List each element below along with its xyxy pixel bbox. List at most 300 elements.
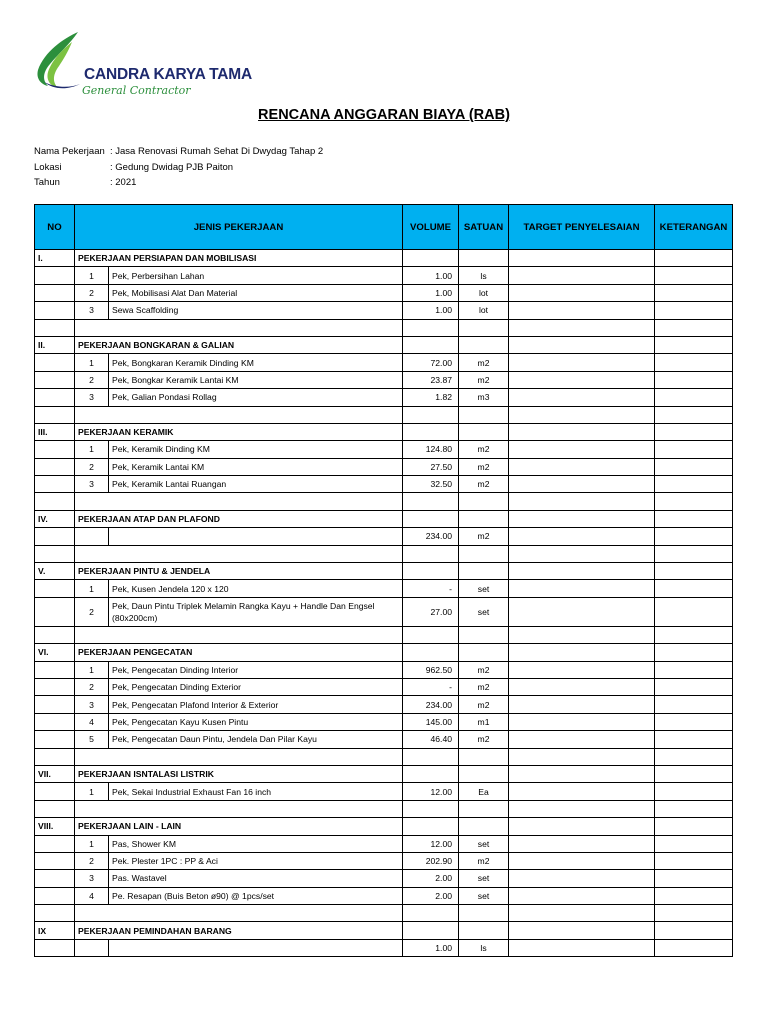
item-volume: 12.00 (403, 835, 459, 852)
spacer-cell (459, 800, 509, 817)
item-note (655, 939, 733, 956)
row-section-cell (35, 678, 75, 695)
spacer-cell (403, 626, 459, 643)
row-section-cell (35, 458, 75, 475)
spacer-cell (459, 493, 509, 510)
section-note (655, 250, 733, 267)
section-number: II. (35, 336, 75, 353)
table-row (35, 441, 733, 458)
meta-value: : Jasa Renovasi Rumah Sehat Di Dwydag Tahap 2 (110, 146, 324, 157)
item-name: Pek, Mobilisasi Alat Dan Material (109, 284, 403, 301)
section-target (509, 563, 655, 580)
section-note (655, 423, 733, 440)
spacer-row (35, 319, 733, 336)
table-row (35, 939, 733, 956)
item-target (509, 354, 655, 371)
section-number: VII. (35, 765, 75, 782)
meta-row-location (34, 160, 323, 176)
table-row (35, 302, 733, 319)
spacer-cell (35, 545, 75, 562)
section-target (509, 922, 655, 939)
column-header-item: JENIS PEKERJAAN (75, 205, 403, 250)
item-unit: m2 (459, 354, 509, 371)
item-name (109, 528, 403, 545)
item-target (509, 887, 655, 904)
section-unit (459, 250, 509, 267)
item-number: 4 (75, 887, 109, 904)
item-target (509, 731, 655, 748)
item-number: 1 (75, 580, 109, 597)
table-row (35, 389, 733, 406)
table-row (35, 284, 733, 301)
table-row (35, 713, 733, 730)
section-note (655, 765, 733, 782)
item-volume: 27.50 (403, 458, 459, 475)
table-row (35, 354, 733, 371)
section-unit (459, 644, 509, 661)
item-target (509, 678, 655, 695)
item-volume: 2.00 (403, 870, 459, 887)
item-name: Pek, Kusen Jendela 120 x 120 (109, 580, 403, 597)
section-number: VIII. (35, 818, 75, 835)
item-target (509, 835, 655, 852)
table-row (35, 835, 733, 852)
spacer-cell (75, 319, 403, 336)
section-note (655, 922, 733, 939)
item-name: Pek, Sekai Industrial Exhaust Fan 16 inch (109, 783, 403, 800)
row-section-cell (35, 371, 75, 388)
spacer-cell (459, 406, 509, 423)
item-note (655, 267, 733, 284)
section-unit (459, 818, 509, 835)
spacer-cell (403, 905, 459, 922)
item-number: 3 (75, 696, 109, 713)
item-name: Pek, Keramik Dinding KM (109, 441, 403, 458)
item-target (509, 852, 655, 869)
item-number: 2 (75, 284, 109, 301)
item-volume: 1.82 (403, 389, 459, 406)
spacer-cell (35, 319, 75, 336)
item-name: Pek, Bongkaran Keramik Dinding KM (109, 354, 403, 371)
section-row (35, 336, 733, 353)
item-unit: m1 (459, 713, 509, 730)
section-title: PEKERJAAN PERSIAPAN DAN MOBILISASI (75, 250, 403, 267)
table-row (35, 661, 733, 678)
item-volume: 46.40 (403, 731, 459, 748)
item-number: 3 (75, 302, 109, 319)
item-name: Pek, Pengecatan Plafond Interior & Exterior (109, 696, 403, 713)
section-note (655, 510, 733, 527)
item-note (655, 731, 733, 748)
item-note (655, 354, 733, 371)
item-number: 4 (75, 713, 109, 730)
item-volume: 1.00 (403, 284, 459, 301)
row-section-cell (35, 696, 75, 713)
item-volume: 234.00 (403, 528, 459, 545)
item-note (655, 597, 733, 626)
item-volume: 202.90 (403, 852, 459, 869)
item-note (655, 441, 733, 458)
column-header-no: NO (35, 205, 75, 250)
row-section-cell (35, 267, 75, 284)
item-note (655, 528, 733, 545)
table-header-row (35, 205, 733, 250)
meta-row-year (34, 175, 323, 191)
meta-row-project (34, 144, 323, 160)
row-section-cell (35, 476, 75, 493)
item-note (655, 852, 733, 869)
item-unit: set (459, 835, 509, 852)
item-number: 1 (75, 783, 109, 800)
section-number: IX (35, 922, 75, 939)
item-name: Sewa Scaffolding (109, 302, 403, 319)
section-row (35, 510, 733, 527)
spacer-cell (35, 626, 75, 643)
section-unit (459, 563, 509, 580)
spacer-cell (655, 748, 733, 765)
item-note (655, 284, 733, 301)
item-target (509, 284, 655, 301)
spacer-cell (509, 406, 655, 423)
item-unit: m2 (459, 441, 509, 458)
spacer-cell (403, 319, 459, 336)
item-unit: m2 (459, 661, 509, 678)
row-section-cell (35, 528, 75, 545)
company-tagline: General Contractor (82, 84, 191, 97)
item-number (75, 528, 109, 545)
spacer-row (35, 800, 733, 817)
spacer-cell (403, 493, 459, 510)
item-unit: m2 (459, 528, 509, 545)
section-note (655, 563, 733, 580)
item-number: 3 (75, 870, 109, 887)
item-name: Pek, Perbersihan Lahan (109, 267, 403, 284)
item-note (655, 661, 733, 678)
section-volume (403, 336, 459, 353)
spacer-cell (509, 319, 655, 336)
item-unit: m2 (459, 371, 509, 388)
item-target (509, 267, 655, 284)
section-number: III. (35, 423, 75, 440)
row-section-cell (35, 354, 75, 371)
item-name: Pek, Bongkar Keramik Lantai KM (109, 371, 403, 388)
item-note (655, 870, 733, 887)
section-volume (403, 922, 459, 939)
table-row (35, 783, 733, 800)
section-row (35, 818, 733, 835)
item-note (655, 476, 733, 493)
item-name: Pek, Galian Pondasi Rollag (109, 389, 403, 406)
section-volume (403, 765, 459, 782)
row-section-cell (35, 302, 75, 319)
table-row (35, 371, 733, 388)
item-note (655, 371, 733, 388)
item-volume: 1.00 (403, 302, 459, 319)
row-section-cell (35, 713, 75, 730)
item-number: 1 (75, 661, 109, 678)
table-row (35, 852, 733, 869)
spacer-cell (403, 748, 459, 765)
section-note (655, 644, 733, 661)
spacer-cell (75, 800, 403, 817)
spacer-cell (509, 905, 655, 922)
item-unit: m2 (459, 696, 509, 713)
section-unit (459, 922, 509, 939)
spacer-cell (509, 545, 655, 562)
table-row (35, 458, 733, 475)
item-volume: - (403, 580, 459, 597)
item-target (509, 696, 655, 713)
spacer-row (35, 748, 733, 765)
item-unit: lot (459, 302, 509, 319)
column-header-unit: SATUAN (459, 205, 509, 250)
rab-table (34, 204, 733, 957)
item-unit: set (459, 597, 509, 626)
spacer-cell (655, 800, 733, 817)
item-unit: m3 (459, 389, 509, 406)
row-section-cell (35, 870, 75, 887)
table-row (35, 887, 733, 904)
section-row (35, 250, 733, 267)
column-header-target: TARGET PENYELESAIAN (509, 205, 655, 250)
section-note (655, 818, 733, 835)
section-title: PEKERJAAN PEMINDAHAN BARANG (75, 922, 403, 939)
table-row (35, 267, 733, 284)
table-row (35, 528, 733, 545)
meta-label: Lokasi (34, 161, 62, 173)
item-note (655, 835, 733, 852)
section-number: IV. (35, 510, 75, 527)
spacer-cell (75, 493, 403, 510)
item-unit: set (459, 887, 509, 904)
item-number (75, 939, 109, 956)
item-number: 5 (75, 731, 109, 748)
item-number: 2 (75, 371, 109, 388)
item-unit: m2 (459, 678, 509, 695)
section-title: PEKERJAAN PENGECATAN (75, 644, 403, 661)
spacer-cell (459, 545, 509, 562)
item-name: Pek, Pengecatan Dinding Exterior (109, 678, 403, 695)
row-section-cell (35, 580, 75, 597)
section-unit (459, 765, 509, 782)
section-target (509, 336, 655, 353)
column-header-volume: VOLUME (403, 205, 459, 250)
spacer-cell (655, 545, 733, 562)
item-name: Pek. Plester 1PC : PP & Aci (109, 852, 403, 869)
item-unit: m2 (459, 852, 509, 869)
section-unit (459, 510, 509, 527)
item-volume: 1.00 (403, 267, 459, 284)
item-volume: 1.00 (403, 939, 459, 956)
item-volume: 962.50 (403, 661, 459, 678)
spacer-cell (459, 626, 509, 643)
spacer-cell (509, 493, 655, 510)
spacer-cell (459, 319, 509, 336)
item-unit: m2 (459, 458, 509, 475)
row-section-cell (35, 661, 75, 678)
item-target (509, 783, 655, 800)
item-number: 1 (75, 354, 109, 371)
meta-label: Tahun (34, 177, 60, 188)
spacer-cell (75, 626, 403, 643)
table-row (35, 476, 733, 493)
spacer-cell (655, 905, 733, 922)
item-target (509, 713, 655, 730)
spacer-cell (509, 800, 655, 817)
item-number: 3 (75, 389, 109, 406)
section-target (509, 423, 655, 440)
table-row (35, 731, 733, 748)
item-note (655, 580, 733, 597)
item-volume: 23.87 (403, 371, 459, 388)
section-title: PEKERJAAN ISNTALASI LISTRIK (75, 765, 403, 782)
item-target (509, 528, 655, 545)
spacer-cell (75, 545, 403, 562)
item-number: 2 (75, 852, 109, 869)
item-volume: 2.00 (403, 887, 459, 904)
spacer-cell (75, 748, 403, 765)
section-target (509, 765, 655, 782)
item-name: Pek, Daun Pintu Triplek Melamin Rangka Kayu + Handle Dan Engsel (80x200cm) (109, 597, 403, 626)
row-section-cell (35, 597, 75, 626)
section-row (35, 644, 733, 661)
row-section-cell (35, 284, 75, 301)
table-row (35, 696, 733, 713)
item-number: 1 (75, 835, 109, 852)
item-volume: 145.00 (403, 713, 459, 730)
item-target (509, 371, 655, 388)
item-target (509, 476, 655, 493)
item-name: Pas, Shower KM (109, 835, 403, 852)
section-volume (403, 644, 459, 661)
section-volume (403, 423, 459, 440)
spacer-cell (35, 905, 75, 922)
section-unit (459, 336, 509, 353)
section-number: I. (35, 250, 75, 267)
section-row (35, 765, 733, 782)
section-title: PEKERJAAN PINTU & JENDELA (75, 563, 403, 580)
item-target (509, 661, 655, 678)
item-name: Pek, Pengecatan Daun Pintu, Jendela Dan Pilar Kayu (109, 731, 403, 748)
item-unit: ls (459, 939, 509, 956)
item-target (509, 441, 655, 458)
section-row (35, 423, 733, 440)
item-name: Pek, Keramik Lantai Ruangan (109, 476, 403, 493)
section-target (509, 818, 655, 835)
section-number: VI. (35, 644, 75, 661)
item-unit: m2 (459, 731, 509, 748)
section-title: PEKERJAAN ATAP DAN PLAFOND (75, 510, 403, 527)
row-section-cell (35, 887, 75, 904)
spacer-row (35, 406, 733, 423)
section-target (509, 250, 655, 267)
spacer-cell (459, 905, 509, 922)
item-target (509, 389, 655, 406)
row-section-cell (35, 441, 75, 458)
item-note (655, 887, 733, 904)
meta-value: : 2021 (110, 177, 137, 188)
item-volume: 72.00 (403, 354, 459, 371)
section-target (509, 644, 655, 661)
item-volume: 234.00 (403, 696, 459, 713)
spacer-row (35, 905, 733, 922)
spacer-row (35, 626, 733, 643)
item-target (509, 458, 655, 475)
spacer-cell (403, 800, 459, 817)
row-section-cell (35, 783, 75, 800)
item-target (509, 580, 655, 597)
spacer-cell (35, 493, 75, 510)
item-name: Pe. Resapan (Buis Beton ø90) @ 1pcs/set (109, 887, 403, 904)
item-number: 2 (75, 597, 109, 626)
item-target (509, 302, 655, 319)
item-target (509, 597, 655, 626)
spacer-cell (403, 406, 459, 423)
section-note (655, 336, 733, 353)
section-row (35, 563, 733, 580)
section-target (509, 510, 655, 527)
item-number: 2 (75, 678, 109, 695)
item-target (509, 939, 655, 956)
item-name: Pek, Keramik Lantai KM (109, 458, 403, 475)
item-volume: - (403, 678, 459, 695)
spacer-cell (35, 748, 75, 765)
item-note (655, 678, 733, 695)
row-section-cell (35, 389, 75, 406)
spacer-row (35, 545, 733, 562)
spacer-row (35, 493, 733, 510)
item-name: Pek, Pengecatan Kayu Kusen Pintu (109, 713, 403, 730)
spacer-cell (459, 748, 509, 765)
meta-label: Nama Pekerjaan (34, 146, 105, 157)
item-note (655, 696, 733, 713)
row-section-cell (35, 835, 75, 852)
section-volume (403, 510, 459, 527)
item-volume: 27.00 (403, 597, 459, 626)
item-note (655, 783, 733, 800)
spacer-cell (509, 748, 655, 765)
row-section-cell (35, 939, 75, 956)
table-row (35, 678, 733, 695)
item-volume: 12.00 (403, 783, 459, 800)
section-row (35, 922, 733, 939)
spacer-cell (655, 626, 733, 643)
item-note (655, 713, 733, 730)
section-number: V. (35, 563, 75, 580)
meta-value: : Gedung Dwidag PJB Paiton (110, 161, 234, 173)
item-name: Pek, Pengecatan Dinding Interior (109, 661, 403, 678)
document-title: RENCANA ANGGARAN BIAYA (RAB) (258, 107, 510, 123)
column-header-note: KETERANGAN (655, 205, 733, 250)
row-section-cell (35, 731, 75, 748)
section-unit (459, 423, 509, 440)
table-row (35, 597, 733, 626)
item-note (655, 389, 733, 406)
spacer-cell (655, 319, 733, 336)
section-title: PEKERJAAN LAIN - LAIN (75, 818, 403, 835)
section-volume (403, 250, 459, 267)
item-volume: 32.50 (403, 476, 459, 493)
item-target (509, 870, 655, 887)
section-volume (403, 818, 459, 835)
project-meta (34, 144, 323, 191)
spacer-cell (75, 905, 403, 922)
item-unit: m2 (459, 476, 509, 493)
company-name: CANDRA KARYA TAMA (84, 66, 252, 83)
item-unit: ls (459, 267, 509, 284)
table-body (35, 250, 733, 957)
item-number: 1 (75, 267, 109, 284)
